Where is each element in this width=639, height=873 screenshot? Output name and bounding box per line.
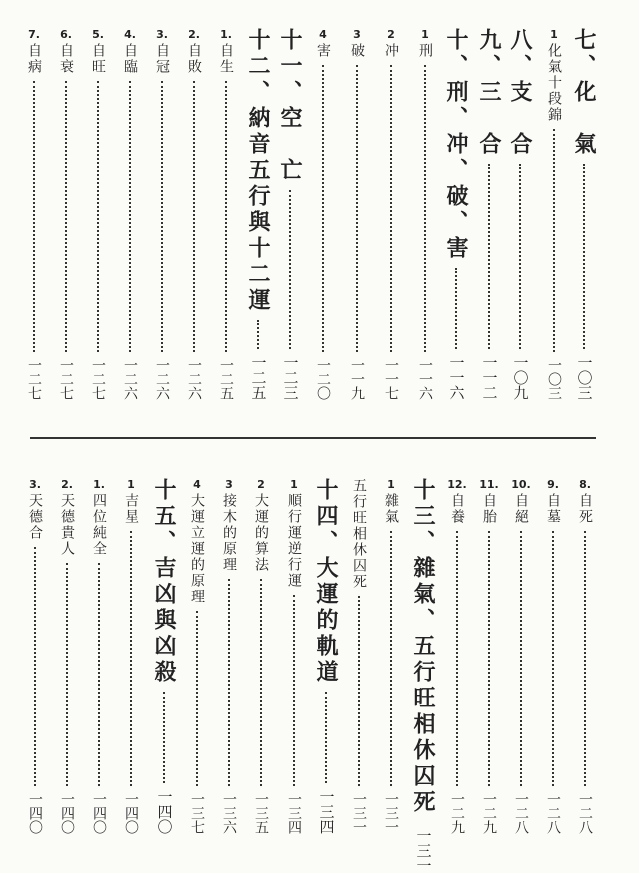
toc-entry: [308, 28, 338, 400]
toc-entry: [19, 28, 49, 400]
page-number: 一一九: [349, 358, 365, 400]
entry-title: 自旺: [90, 43, 106, 75]
toc-entry: [214, 478, 244, 834]
page-number: 一三五: [253, 792, 269, 834]
entry-number: 1: [127, 478, 135, 491]
entry-number: 11.: [479, 478, 499, 491]
leader-dots: [356, 65, 358, 352]
page-number: 一二五: [249, 355, 268, 400]
entry-number: 2: [257, 478, 265, 491]
toc-entry: [83, 28, 113, 400]
entry-title: 十一、空 亡: [277, 28, 303, 184]
entry-title: 破: [349, 43, 365, 59]
toc-entry: [279, 478, 309, 834]
toc-entry: [408, 478, 438, 873]
toc-entry: [442, 478, 472, 834]
entry-title: 接木的原理: [221, 493, 237, 573]
entry-number: 1.: [220, 28, 232, 41]
toc-entry: [506, 478, 536, 834]
toc-entry: [539, 28, 569, 400]
entry-number: 6.: [60, 28, 72, 41]
leader-dots: [322, 65, 324, 352]
leader-dots: [97, 81, 99, 352]
entry-number: 3.: [156, 28, 168, 41]
entry-number: 3: [353, 28, 361, 41]
entry-number: 4: [193, 478, 201, 491]
entry-title: 自墓: [545, 493, 561, 525]
entry-number: 10.: [511, 478, 531, 491]
leader-dots: [358, 596, 360, 786]
leader-dots: [161, 81, 163, 352]
leader-dots: [260, 579, 262, 786]
leader-dots: [34, 547, 36, 786]
toc-entry: [116, 478, 146, 834]
page-number: 一二五: [218, 358, 234, 400]
entry-number: 1: [550, 28, 558, 41]
toc-entry: [538, 478, 568, 834]
entry-title: 十五、吉凶與凶殺: [151, 478, 177, 686]
page-number: 一三四: [317, 789, 336, 834]
entry-title: 天德貴人: [59, 493, 75, 557]
leader-dots: [293, 595, 295, 786]
leader-dots: [488, 164, 490, 349]
toc-entry: [51, 28, 81, 400]
page-number: 一〇九: [511, 355, 530, 400]
entry-number: 1: [387, 478, 395, 491]
leader-dots: [519, 164, 521, 349]
page-number: 一二八: [513, 792, 529, 834]
page-number: 一三一: [351, 792, 367, 834]
page-number: 一二九: [481, 792, 497, 834]
page-number: 一三七: [189, 792, 205, 834]
page-number: 一二九: [449, 792, 465, 834]
toc-entry: [243, 28, 273, 400]
leader-dots: [325, 692, 327, 783]
page-number: 一二六: [154, 358, 170, 400]
page-number: 一一六: [447, 355, 466, 400]
page-number: 一三四: [286, 792, 302, 834]
entry-title: 八、支 合: [507, 28, 533, 158]
page-number: 一一七: [383, 358, 399, 400]
toc-entry: [344, 478, 374, 834]
leader-dots: [163, 692, 165, 783]
page-number: 一三一: [383, 792, 399, 834]
entry-title: 害: [315, 43, 331, 59]
toc-entry: [410, 28, 440, 400]
page-number: 一四〇: [91, 792, 107, 834]
page-number: 一四〇: [27, 792, 43, 834]
leader-dots: [289, 190, 291, 349]
entry-title: 十四、大運的軌道: [313, 478, 339, 686]
entry-title: 吉星: [123, 493, 139, 525]
leader-dots: [520, 531, 522, 786]
page-number: 一二七: [90, 358, 106, 400]
entry-title: 自病: [26, 43, 42, 75]
toc-entry: [20, 478, 50, 834]
leader-dots: [455, 268, 457, 349]
leader-dots: [583, 164, 585, 349]
toc-entry: [569, 28, 599, 400]
page-number: 一一六: [417, 358, 433, 400]
entry-title: 四位純全: [91, 493, 107, 557]
page-number: 一二八: [577, 792, 593, 834]
entry-title: 自生: [218, 43, 234, 75]
entry-number: 3: [225, 478, 233, 491]
entry-number: 9.: [547, 478, 559, 491]
entry-title: 大運的算法: [253, 493, 269, 573]
leader-dots: [553, 129, 555, 352]
entry-number: 5.: [92, 28, 104, 41]
page-number: 一二六: [122, 358, 138, 400]
page-number: 一二七: [58, 358, 74, 400]
entry-title: 七、化 氣: [571, 28, 597, 158]
toc-entry: [147, 28, 177, 400]
toc-entry: [474, 28, 504, 400]
page-number: 一〇三: [575, 355, 594, 400]
entry-title: 十二、納音五行與十二運: [245, 28, 271, 314]
entry-title: 十、刑、冲、破、害: [443, 28, 469, 262]
leader-dots: [390, 65, 392, 352]
toc-entry: [179, 28, 209, 400]
page-number: 一二六: [186, 358, 202, 400]
entry-title: 雜氣: [383, 493, 399, 525]
toc-entry: [149, 478, 179, 834]
entry-title: 五行旺相休囚死: [351, 478, 367, 590]
entry-number: 8.: [579, 478, 591, 491]
leader-dots: [488, 531, 490, 786]
entry-title: 順行運逆行運: [286, 493, 302, 589]
entry-number: 2.: [61, 478, 73, 491]
entry-number: 4: [319, 28, 327, 41]
leader-dots: [66, 563, 68, 786]
leader-dots: [390, 531, 392, 786]
entry-title: 自冠: [154, 43, 170, 75]
leader-dots: [552, 531, 554, 786]
entry-number: 1: [290, 478, 298, 491]
page-number: 一二三: [281, 355, 300, 400]
toc-entry: [505, 28, 535, 400]
entry-title: 冲: [383, 43, 399, 59]
leader-dots: [193, 81, 195, 352]
entry-title: 自胎: [481, 493, 497, 525]
entry-title: 刑: [417, 43, 433, 59]
toc-entry: [182, 478, 212, 834]
toc-entry: [211, 28, 241, 400]
page-number: 一二八: [545, 792, 561, 834]
entry-title: 大運立運的原理: [189, 493, 205, 605]
toc-entry: [376, 28, 406, 400]
leader-dots: [228, 579, 230, 786]
entry-title: 自衰: [58, 43, 74, 75]
entry-number: 1.: [93, 478, 105, 491]
leader-dots: [584, 531, 586, 786]
leader-dots: [130, 531, 132, 786]
toc-entry: [474, 478, 504, 834]
entry-title: 自敗: [186, 43, 202, 75]
entry-title: 自死: [577, 493, 593, 525]
entry-number: 12.: [447, 478, 467, 491]
entry-title: 天德合: [27, 493, 43, 541]
entry-number: 4.: [124, 28, 136, 41]
toc-entry: [52, 478, 82, 834]
leader-dots: [257, 320, 259, 349]
toc-entry: [376, 478, 406, 834]
entry-number: 1: [421, 28, 429, 41]
leader-dots: [456, 531, 458, 786]
toc-entry: [275, 28, 305, 400]
leader-dots: [225, 81, 227, 352]
entry-title: 九、三 合: [476, 28, 502, 158]
leader-dots: [196, 611, 198, 786]
page-number: 一三六: [221, 792, 237, 834]
leader-dots: [33, 81, 35, 352]
page-number: 一三一: [414, 828, 433, 873]
entry-title: 自絕: [513, 493, 529, 525]
entry-title: 化氣十段錦: [546, 43, 562, 123]
page-number: 一四〇: [59, 792, 75, 834]
leader-dots: [65, 81, 67, 352]
page-number: 一四〇: [155, 789, 174, 834]
toc-entry: [342, 28, 372, 400]
entry-number: 7.: [28, 28, 40, 41]
leader-dots: [98, 563, 100, 786]
toc-entry: [246, 478, 276, 834]
section-divider: [30, 437, 596, 439]
toc-entry: [84, 478, 114, 834]
toc-entry: [570, 478, 600, 834]
entry-number: 3.: [29, 478, 41, 491]
entry-title: 十三、雜氣、五行旺相休囚死: [410, 478, 436, 816]
page-number: 一四〇: [123, 792, 139, 834]
page-number: 一〇三: [546, 358, 562, 400]
entry-number: 2: [387, 28, 395, 41]
toc-entry: [311, 478, 341, 834]
toc-entry: [115, 28, 145, 400]
page-number: 一一二: [480, 355, 499, 400]
toc-entry: [441, 28, 471, 400]
page-number: 一二〇: [315, 358, 331, 400]
entry-title: 自臨: [122, 43, 138, 75]
leader-dots: [424, 65, 426, 352]
page-number: 一二七: [26, 358, 42, 400]
entry-number: 2.: [188, 28, 200, 41]
entry-title: 自養: [449, 493, 465, 525]
leader-dots: [129, 81, 131, 352]
